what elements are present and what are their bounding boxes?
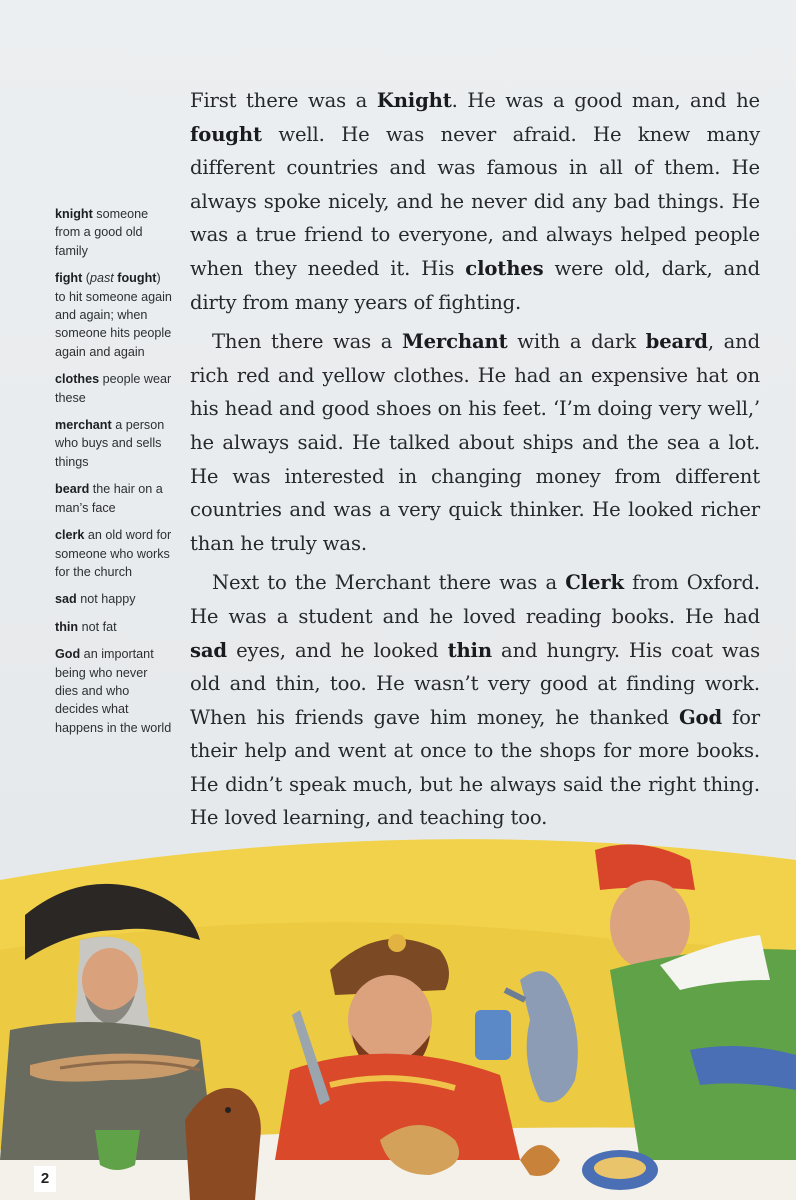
paragraph-knight: First there was a Knight. He was a good man, and he fought well. He was never afraid. He knew many different countries and was famous in all of them. He always spoke nicely, and he never did any bad things. He was a true friend to everyone, and always helped people when they needed it. His clothes were old, dark, and dirty from many years of fighting. [190, 89, 760, 314]
page-number: 2 [34, 1166, 56, 1192]
glossary-entry-god: God an important being who never dies and who decides what happens in the world [55, 647, 172, 735]
green-cup [95, 1130, 140, 1170]
glossary-entry-fight: fight (past fought) to hit someone again and again; when someone hits people again and again [55, 271, 172, 359]
dog-figure [185, 1088, 261, 1200]
glossary-sidebar [55, 205, 173, 746]
paragraph-merchant: Then there was a Merchant with a dark beard, and rich red and yellow clothes. He had an expensive hat on his head and good shoes on his feet. ‘I’m doing very well,’ he always said. He talked about ships and the sea a lot. He was interested in changing money from different countries and was a very quick thinker. He looked richer than he truly was. [190, 330, 760, 555]
glossary-entry-beard: beard the hair on a man’s face [55, 482, 163, 515]
feast-illustration [0, 830, 796, 1200]
glossary-entry-knight: knight someone from a good old family [55, 207, 149, 258]
glossary-entry-merchant: merchant a person who buys and sells things [55, 418, 165, 469]
glossary-entry-thin: thin not fat [55, 619, 117, 634]
glossary-entry-clothes: clothes people wear these [55, 372, 172, 405]
paragraph-clerk: Next to the Merchant there was a Clerk from Oxford. He was a student and he loved reading books. He had sad eyes, and he looked thin and hungry. His coat was old and thin, too. He wasn’t very good at finding work. When his friends gave him money, he thanked God for their help and went at once to the shops for more books. He didn’t speak much, but he always said the right thing. He loved learning, and teaching too. [190, 571, 761, 830]
glossary-entry-clerk: clerk an old word for someone who works for the church [55, 528, 172, 579]
glossary-entry-sad: sad not happy [55, 592, 136, 607]
story-text [190, 84, 760, 841]
